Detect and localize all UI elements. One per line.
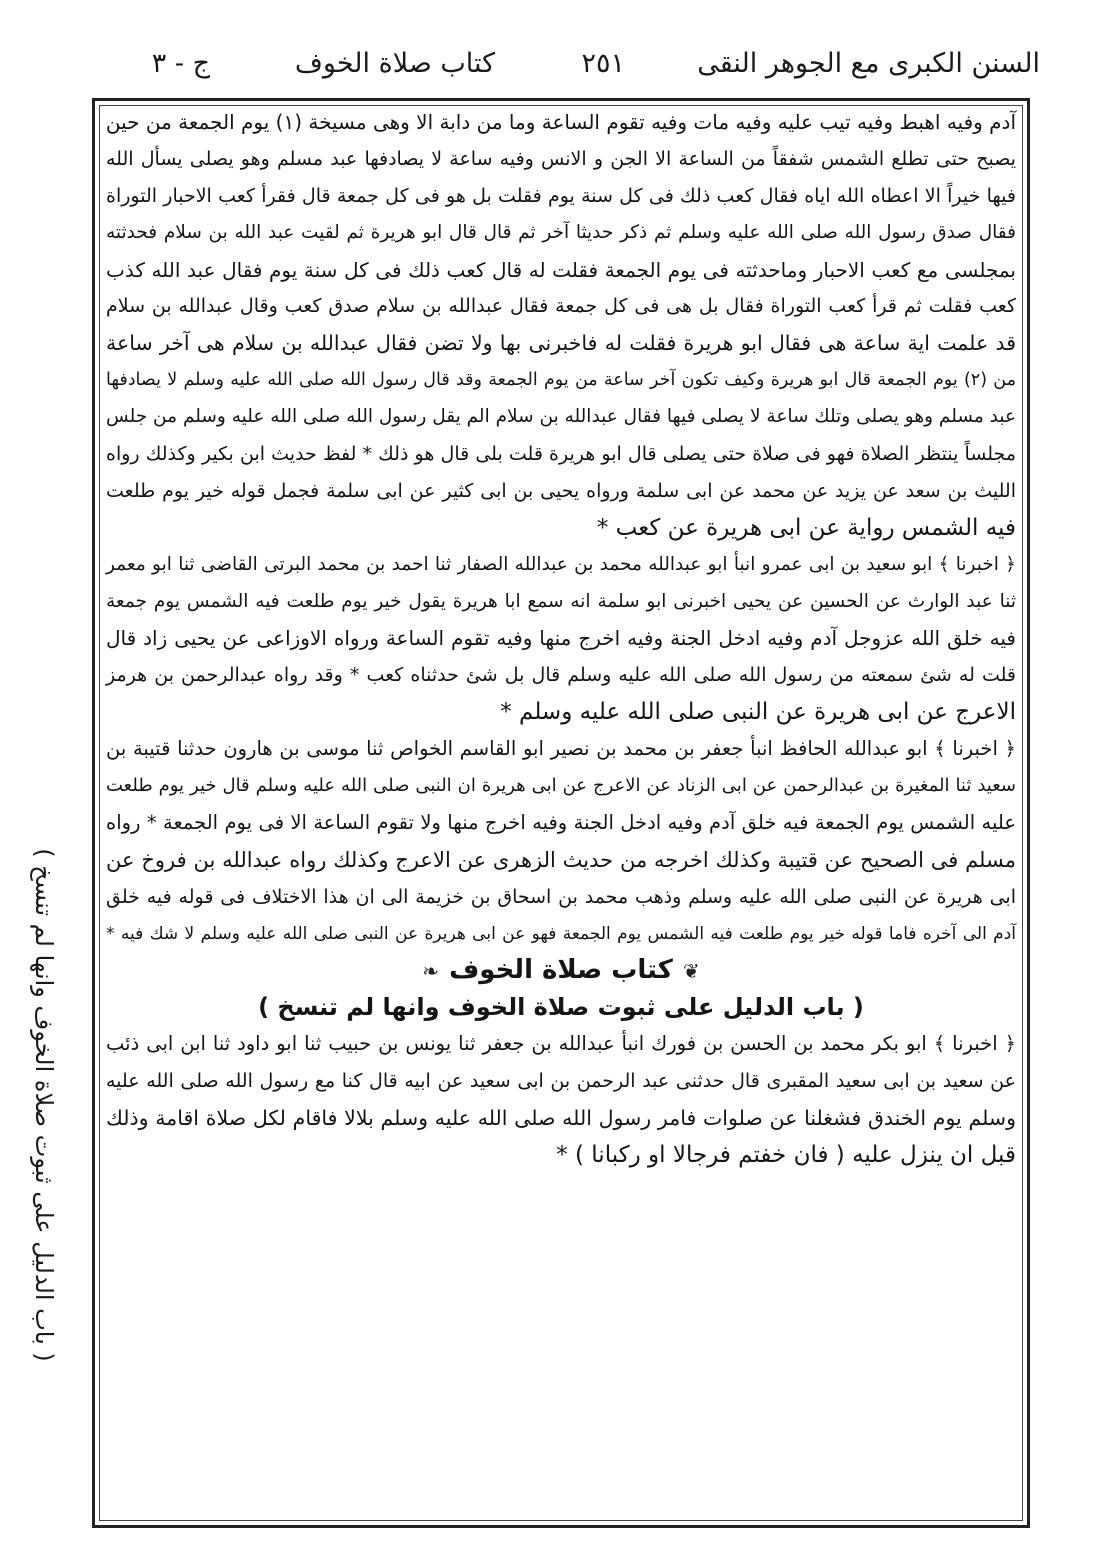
- text-line: ﴿ اخبرنا ﴾ ابو بكر محمد بن الحسن بن فورك انبأ عبدالله بن جعفر ثنا يونس بن حبيب ثنا ابو داود ثنا ابن ابى ذئب: [106, 1032, 1016, 1056]
- text-line: آدم وفيه اهبط وفيه تيب عليه وفيه مات وفيه تقوم الساعة وما من دابة الا وهى مسيخة (١) يوم الجمعة من حين: [105, 110, 1016, 134]
- text-line: عليه الشمس يوم الجمعة فيه خلق آدم وفيه ادخل الجنة وفيه اخرج منها ولا تقوم الساعة الا فى يوم الجمعة * رواه: [106, 810, 1016, 834]
- text-line: فقال صدق رسول الله صلى الله عليه وسلم ثم ذكر حديثا آخر ثم قال قال ابو هريرة ثم لقيت عبد الله بن سلام فحدثته: [106, 221, 1016, 243]
- chapter-heading-text: كتاب صلاة الخوف: [449, 955, 673, 986]
- text-line: قلت له شئ سمعته من رسول الله صلى الله عليه وسلم قال بل شئ حدثناه كعب * وقد رواه عبدالرحمن بن هرمز: [106, 664, 1016, 687]
- text-line: الليث بن سعد عن يزيد عن محمد عن ابى سلمة ورواه يحيى بن ابى كثير عن ابى سلمة فجمل قوله خير يوم طلعت: [106, 479, 1016, 502]
- running-chapter-title: كتاب صلاة الخوف: [294, 48, 495, 79]
- page-number: ٢٥١: [581, 48, 625, 79]
- book-title: السنن الكبرى مع الجوهر النقى: [697, 48, 1040, 79]
- text-line: سعيد ثنا المغيرة بن عبدالرحمن عن ابى الزناد عن الاعرج عن ابى هريرة ان النبى صلى الله عليه وسلم قال خير يوم طلعت: [106, 775, 1016, 797]
- running-header: [80, 36, 1040, 96]
- text-line: ثنا عبد الوارث عن الحسين عن يحيى اخبرنى ابو سلمة انه سمع ابا هريرة يقول خير يوم طلعت فيه الشمس يوم جمعة: [106, 590, 1016, 612]
- text-body: [102, 104, 1020, 1522]
- chapter-heading: [102, 952, 1020, 989]
- text-line: فيه الشمس رواية عن ابى هريرة عن كعب *: [596, 514, 1016, 541]
- text-line: عبد مسلم وهو يصلى وتلك ساعة لا يصلى فيها فقال عبدالله بن سلام الم يقل رسول الله صلى الله عليه وسلم من جلس: [106, 406, 1016, 428]
- text-line: عن سعيد بن ابى سعيد المقبرى قال حدثنى عبد الرحمن بن ابى سعيد عن ابيه قال كنا مع رسول الله صلى الله عليه: [106, 1070, 1016, 1093]
- margin-note-text: ( باب الدليل على ثبوت صلاة الخوف وانها لم تنسخ ): [30, 848, 58, 1362]
- text-line: آدم الى آخره فاما قوله خير يوم طلعت فيه الشمس يوم الجمعة فهو عن ابى هريرة عن النبى صلى الله عليه وسلم لا شك فيه *: [106, 923, 1016, 944]
- text-line: يصبح حتى تطلع الشمس شفقاً من الساعة الا الجن و الانس وفيه ساعة لا يصادفها عبد مسلم وهو يصلى يسأل الله: [106, 147, 1016, 170]
- text-line: قبل ان ينزل عليه ( فان خفتم فرجالا او ركبانا ) *: [556, 1141, 1016, 1168]
- section-heading: ( باب الدليل على ثبوت صلاة الخوف وانها لم تنسخ ): [258, 993, 864, 1022]
- ornament-left-icon: ❧: [422, 959, 440, 984]
- ornament-right-icon: ❦: [682, 959, 700, 984]
- volume-label: ج - ٣: [151, 48, 210, 79]
- text-line: مجلساً ينتظر الصلاة فهو فى صلاة حتى يصلى قال ابو هريرة قلت بلى قال هو ذلك * لفظ حديث ابن بكير وكذلك رواه: [106, 443, 1016, 466]
- text-line: كعب فقلت ثم قرأ كعب التوراة فقال بل هى فى كل جمعة فقال عبدالله بن سلام صدق كعب وقال عبدالله بن سلام: [106, 295, 1016, 318]
- text-line: مسلم فى الصحيح عن قتيبة وكذلك اخرجه من حديث الزهرى عن الاعرج وكذلك رواه عبدالله بن فروخ عن: [106, 847, 1016, 872]
- text-line: فيه خلق الله عزوجل آدم وفيه ادخل الجنة وفيه اخرج منها وفيه تقوم الساعة ورواه الاوزاعى عن يحيى زاد قال: [106, 626, 1016, 651]
- margin-note: [14, 848, 74, 1362]
- text-line: من (٢) يوم الجمعة قال ابو هريرة وكيف تكون آخر ساعة من يوم الجمعة وقد قال رسول الله صلى الله عليه وسلم لا يصادفها: [106, 370, 1016, 391]
- text-line: ﴿ اخبرنا ﴾ ابو سعيد بن ابى عمرو انبأ ابو عبدالله محمد بن عبدالله الصفار ثنا احمد بن محمد البرتى القاضى ثنا ابو معمر: [106, 553, 1016, 575]
- text-line: ﴿ اخبرنا ﴾ ابو عبدالله الحافظ انبأ جعفر بن محمد بن نصير ابو القاسم الخواص ثنا موسى بن هارون حدثنا قتيبة بن: [106, 737, 1016, 761]
- text-line: فيها خيراً الا اعطاه الله اياه فقال كعب ذلك فى كل سنة يوم فقلت بل هو فى كل جمعة قال فقرأ كعب الاحبار التوراة: [106, 184, 1016, 207]
- text-line: الاعرج عن ابى هريرة عن النبى صلى الله عليه وسلم *: [500, 699, 1016, 726]
- text-line: قد علمت اية ساعة هى فقال ابو هريرة فقلت له فاخبرنى بها ولا تضن فقال عبدالله بن سلام هى آخر ساعة: [106, 331, 1016, 356]
- text-line: بمجلسى مع كعب الاحبار وماحدثته فى يوم الجمعة فقلت له قال كعب ذلك فى كل سنة يوم فقال عبد الله كذب: [106, 257, 1016, 282]
- text-line: وسلم يوم الخندق فشغلنا عن صلوات فامر رسول الله صلى الله عليه وسلم بلالا فاقام لكل صلاة اقامة وذلك: [106, 1106, 1016, 1131]
- text-line: ابى هريرة عن النبى صلى الله عليه وسلم وذهب محمد بن اسحاق بن خزيمة الى ان هذا الاختلاف فى قوله فيه خلق: [106, 885, 1016, 908]
